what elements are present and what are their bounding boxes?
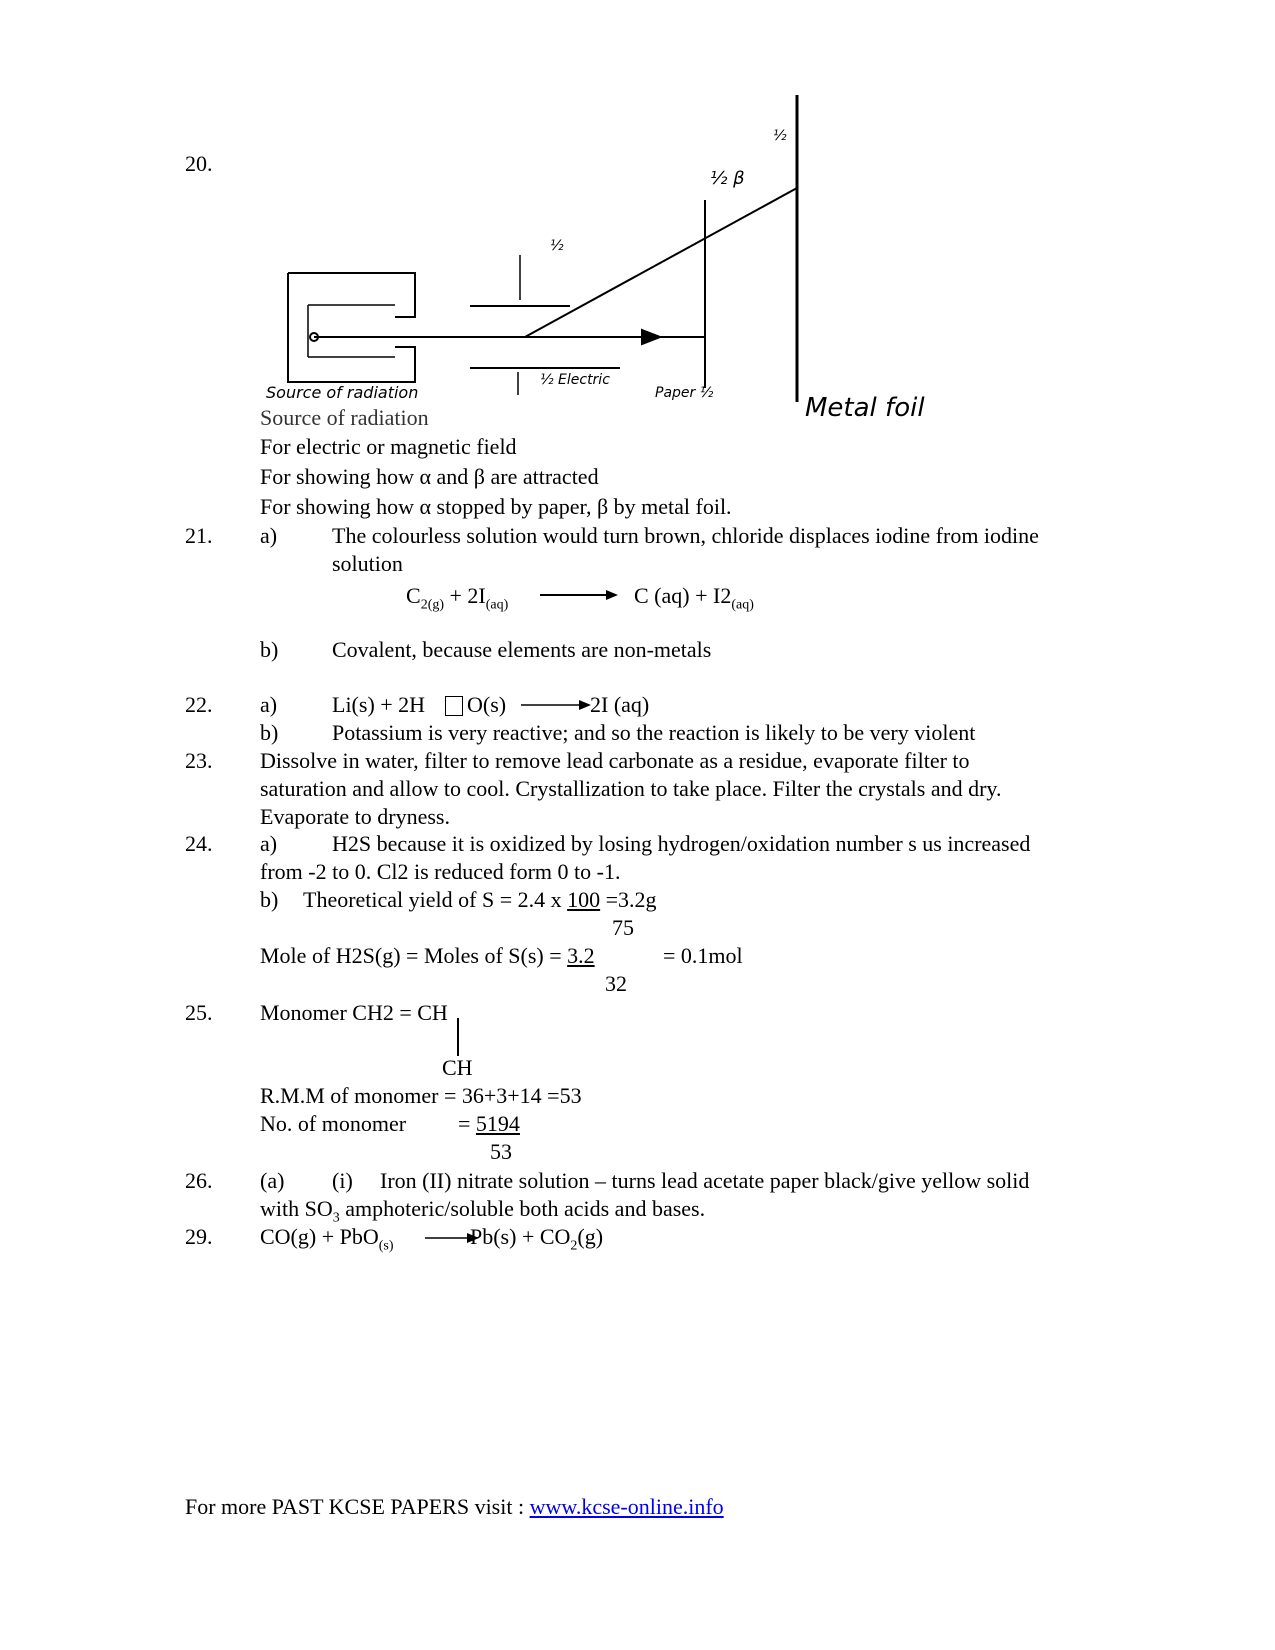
q25-no-denominator: 53 bbox=[490, 1139, 512, 1164]
q22-a-label: a) bbox=[260, 692, 278, 717]
q24-b-denominator: 75 bbox=[612, 915, 634, 940]
q24-number: 24. bbox=[185, 831, 213, 856]
q23-number: 23. bbox=[185, 748, 213, 773]
q21-a-text-1: The colourless solution would turn brown, chloride displaces iodine from iodine bbox=[332, 523, 1039, 548]
q25-no-value: = 5194 bbox=[458, 1111, 520, 1136]
q21-equation-left: $C_{2(g)} + 2I_{(aq)}$ bbox=[406, 583, 509, 613]
q25-no-numerator: 5194 bbox=[475, 1111, 520, 1136]
q21-b-label: b) bbox=[260, 637, 279, 662]
q21-arrow bbox=[540, 587, 620, 603]
q25-monomer: Monomer CH2 = CH bbox=[260, 1000, 448, 1025]
q23-line-1: Dissolve in water, filter to remove lead carbonate as a residue, evaporate filter to bbox=[260, 748, 970, 773]
q26-a-label: (a) bbox=[260, 1168, 285, 1193]
radiation-diagram bbox=[0, 0, 1275, 430]
q22-number: 22. bbox=[185, 692, 213, 717]
q26-text-1: Iron (II) nitrate solution – turns lead acetate paper black/give yellow solid bbox=[380, 1168, 1030, 1193]
q25-ch: CH bbox=[417, 1000, 448, 1025]
source-box bbox=[288, 273, 415, 382]
q24-a-text-2: from -2 to 0. Cl2 is reduced form 0 to -1. bbox=[260, 859, 621, 884]
q21-number: 21. bbox=[185, 523, 213, 548]
q29-number: 29. bbox=[185, 1224, 213, 1249]
q24-b-label: b) bbox=[260, 887, 279, 912]
q25-rmm: R.M.M of monomer = 36+3+14 =53 bbox=[260, 1083, 582, 1108]
q22-b-text: Potassium is very reactive; and so the reaction is likely to be very violent bbox=[332, 720, 976, 745]
footer-text: For more PAST KCSE PAPERS visit : www.kcse-online.info bbox=[185, 1494, 724, 1519]
q20-line-3: For showing how α stopped by paper, β by metal foil. bbox=[260, 494, 732, 519]
q22-a-mid: O(s) bbox=[467, 692, 507, 717]
q23-line-2: saturation and allow to cool. Crystallization to take place. Filter the crystals and dry. bbox=[260, 776, 1002, 801]
q21-a-text-2: solution bbox=[332, 551, 403, 576]
footer-link[interactable]: www.kcse-online.info bbox=[529, 1494, 724, 1519]
q24-mole-result: = 0.1mol bbox=[663, 943, 743, 968]
label-source-hand: Source of radiation bbox=[266, 383, 419, 402]
q29-right: $Pb(s) + CO_2(g)$ bbox=[470, 1224, 604, 1254]
missing-glyph-box bbox=[445, 696, 463, 716]
q25-ch-sub: CH bbox=[442, 1055, 473, 1080]
q20-number: 20. bbox=[185, 151, 213, 176]
q22-b-label: b) bbox=[260, 720, 279, 745]
q20-line-2: For showing how α and β are attracted bbox=[260, 464, 599, 489]
q24-b-numerator: 100 bbox=[567, 887, 601, 912]
q20-caption: Source of radiation bbox=[260, 405, 429, 430]
q26-i-label: (i) bbox=[332, 1168, 353, 1193]
q24-a-text-1: H2S because it is oxidized by losing hydrogen/oxidation number s us increased bbox=[332, 831, 1031, 856]
label-paper: Paper ½ bbox=[655, 385, 714, 401]
q24-a-label: a) bbox=[260, 831, 278, 856]
q25-no-label: No. of monomer bbox=[260, 1111, 407, 1136]
arrow-head bbox=[642, 330, 660, 344]
deflected-beam bbox=[525, 188, 797, 337]
label-half-top: ½ bbox=[773, 128, 787, 144]
q24-b-text: Theoretical yield of S = 2.4 x 100 =3.2g bbox=[303, 887, 657, 912]
q21-equation-right: C $(aq) + I2_{(aq)}$ bbox=[634, 583, 754, 613]
q22-arrow bbox=[521, 697, 593, 713]
q22-a-left: Li(s) + 2H bbox=[332, 692, 426, 717]
q26-number: 26. bbox=[185, 1168, 213, 1193]
label-electric: ½ Electric bbox=[540, 372, 610, 388]
q20-line-1: For electric or magnetic field bbox=[260, 434, 517, 459]
q21-a-label: a) bbox=[260, 523, 278, 548]
label-metal-foil: Metal foil bbox=[805, 393, 925, 423]
q21-b-text: Covalent, because elements are non-metals bbox=[332, 637, 712, 662]
q25-number: 25. bbox=[185, 1000, 213, 1025]
q24-mole-numerator: 3.2 bbox=[567, 943, 595, 968]
q26-text-2: with $SO_3$ amphoteric/soluble both acids and bases. bbox=[260, 1196, 706, 1226]
q23-line-3: Evaporate to dryness. bbox=[260, 804, 450, 829]
q25-bond bbox=[455, 1018, 461, 1058]
q22-a-right: 2I (aq) bbox=[590, 692, 650, 717]
q24-mole-denominator: 32 bbox=[605, 971, 627, 996]
q29-left: CO(g) + PbO$_{(s)}$ bbox=[260, 1224, 394, 1254]
label-half-gamma: ½ bbox=[550, 238, 564, 254]
label-half-beta: ½ β bbox=[710, 168, 745, 189]
q24-mole-text: Mole of H2S(g) = Moles of S(s) = 3.2 bbox=[260, 943, 595, 968]
